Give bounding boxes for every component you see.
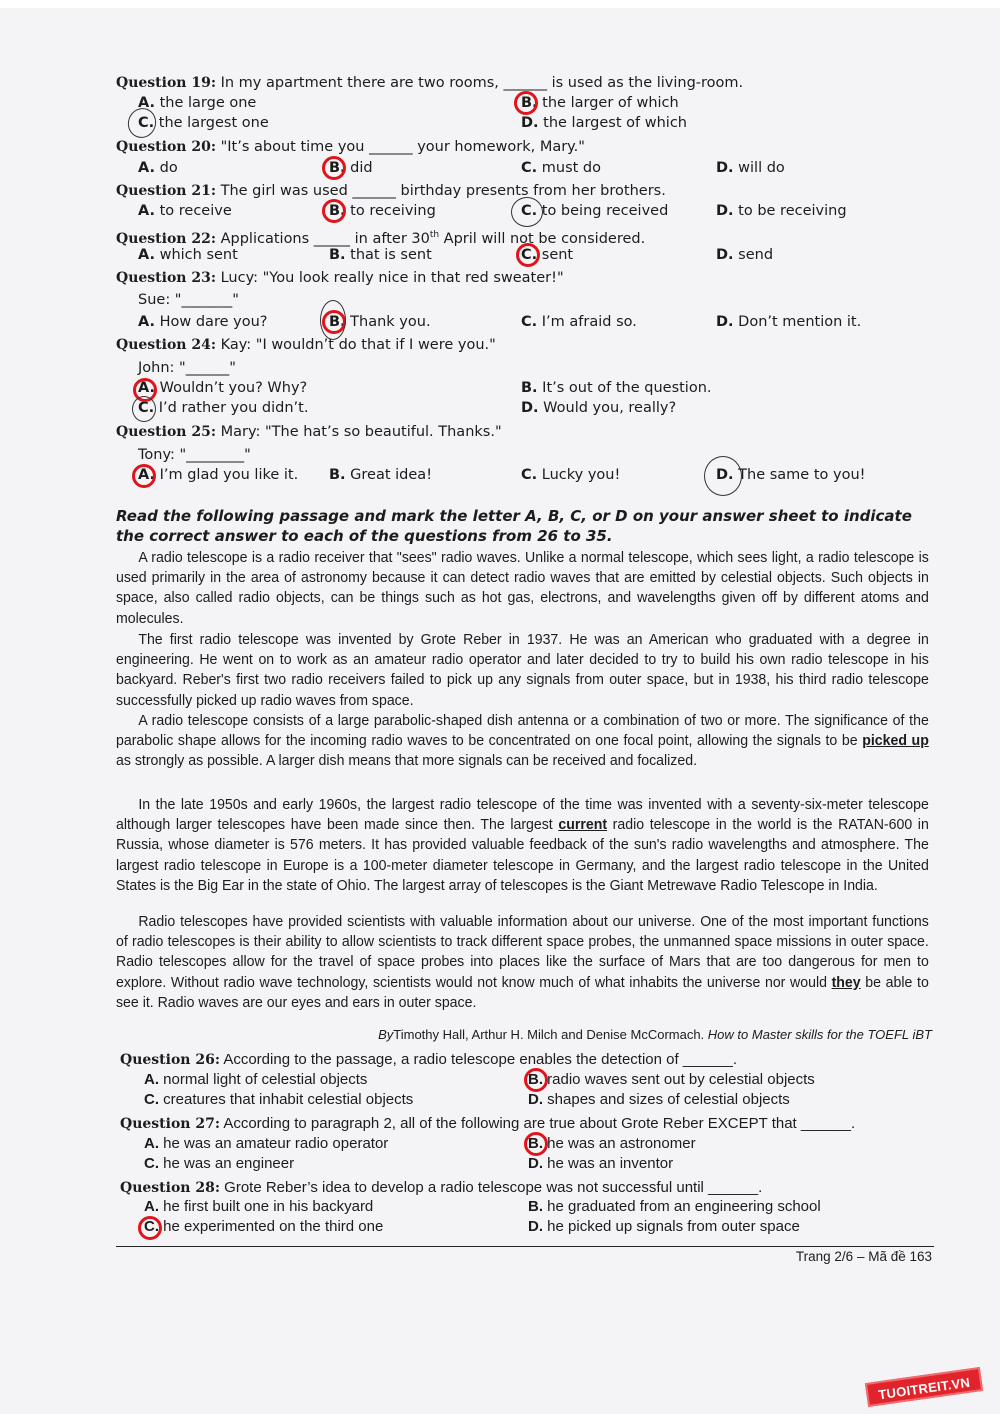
footer-divider <box>116 1246 934 1247</box>
option-letter: A. <box>138 380 155 396</box>
option-letter: B. <box>329 160 346 176</box>
option-a[interactable] <box>138 245 238 265</box>
option-letter: B. <box>329 247 346 263</box>
option-text: will do <box>733 160 785 176</box>
source-authors: Timothy Hall, Arthur H. Milch and Denise McCormach. <box>393 1027 708 1042</box>
answer-mark-circle <box>524 1068 548 1092</box>
option-text: Don’t mention it. <box>733 314 862 330</box>
reply-line: Tony: "________" <box>138 447 251 463</box>
option-c[interactable] <box>144 1154 294 1174</box>
option-letter: D. <box>521 115 539 131</box>
option-text: the largest of which <box>538 115 687 131</box>
option-letter: A. <box>144 1071 159 1088</box>
option-a[interactable] <box>138 465 298 485</box>
option-text: he was an engineer <box>159 1155 295 1172</box>
question-text-continued: April will not be considered. <box>439 230 646 247</box>
answer-mark-circle <box>516 243 540 267</box>
option-b[interactable] <box>521 378 712 398</box>
option-d[interactable] <box>528 1090 790 1110</box>
passage-paragraph-5 <box>116 912 929 1013</box>
option-text: Thank you. <box>345 314 431 330</box>
option-text: he was an astronomer <box>543 1135 696 1152</box>
option-letter: C. <box>138 400 155 416</box>
option-letter: A. <box>138 95 155 111</box>
question-text: Lucy: "You look really nice in that red sweater!" <box>216 270 564 286</box>
option-text: I’m afraid so. <box>537 314 637 330</box>
option-letter: B. <box>329 314 346 330</box>
option-d[interactable] <box>521 398 676 418</box>
option-letter: B. <box>528 1198 543 1215</box>
answer-mark-circle <box>524 1132 548 1156</box>
option-letter: B. <box>528 1135 543 1152</box>
option-letter: B. <box>521 380 538 396</box>
question-text: In my apartment there are two rooms, ______ is used as the living-room. <box>216 75 744 91</box>
option-text: sent <box>537 247 574 263</box>
option-d[interactable] <box>528 1217 800 1237</box>
paragraph-text: Radio telescopes have provided scientists with valuable information about our universe. One of the most important functions of radio telescopes is their ability to allow scientists to track different space probes, the unmanned space missions in outer space. Radio telescopes allow for the travel of space probes into places like the surface of Mars that are too dangerous for men to explore. Without radio wave technology, scientists would not know much of what inhabits the universe nor would <box>116 913 929 991</box>
option-letter: B. <box>329 467 346 483</box>
option-text: shapes and sizes of celestial objects <box>543 1091 790 1108</box>
scan-top-edge <box>0 0 1000 8</box>
option-a[interactable] <box>138 93 256 113</box>
highlighted-word: picked up <box>862 732 929 750</box>
option-letter: B. <box>528 1071 543 1088</box>
option-a[interactable] <box>144 1134 388 1154</box>
reply-line: Sue: "_______" <box>138 292 239 308</box>
pencil-circle <box>704 456 742 496</box>
option-c[interactable] <box>521 201 668 221</box>
question-27 <box>120 1114 855 1134</box>
paragraph-text: radio telescope in the world is the RATAN-600 in Russia, whose diameter is 576 meters. It has provided valuable feedback of the sun's radio wavelengths and atmosphere. The largest radio telescope in Europe is a 100-meter diameter telescope in Germany, and the largest radio telescope in the United States is the Big Ear in the state of Ohio. The largest array of telescopes is the Giant Metrewave Radio Telescope in India. <box>116 816 929 894</box>
option-b[interactable] <box>528 1197 821 1217</box>
option-text: creatures that inhabit celestial objects <box>159 1091 414 1108</box>
option-letter: D. <box>521 400 539 416</box>
answer-mark-circle <box>322 156 346 180</box>
option-letter: D. <box>716 247 734 263</box>
option-d[interactable] <box>716 201 847 221</box>
option-c[interactable] <box>138 113 269 133</box>
option-letter: A. <box>138 247 155 263</box>
question-text: "It’s about time you ______ your homework, Mary." <box>216 139 585 155</box>
option-d[interactable] <box>716 245 773 265</box>
option-text: he was an amateur radio operator <box>159 1135 389 1152</box>
option-letter: D. <box>716 160 734 176</box>
passage-paragraph-4 <box>116 795 929 896</box>
option-letter: A. <box>138 160 155 176</box>
option-text: he graduated from an engineering school <box>543 1198 821 1215</box>
superscript: th <box>429 230 440 240</box>
option-letter: D. <box>528 1091 543 1108</box>
option-letter: C. <box>144 1155 159 1172</box>
question-20 <box>116 137 585 157</box>
option-letter: B. <box>329 203 346 219</box>
option-c[interactable] <box>144 1217 383 1237</box>
option-text: radio waves sent out by celestial objects <box>543 1071 815 1088</box>
option-c[interactable] <box>521 312 637 332</box>
paragraph-text: In the late 1950s and early 1960s, the largest radio telescope of the time was invented with a seventy-six-meter telescope although larger telescopes have been made since then. The largest <box>116 796 929 834</box>
option-text: do <box>155 160 178 176</box>
paragraph-text: as strongly as possible. A larger dish means that more signals can be received and focalized. <box>116 752 697 770</box>
question-text: Mary: "The hat’s so beautiful. Thanks." <box>216 424 502 440</box>
option-text: which sent <box>155 247 238 263</box>
question-label: Question 24: <box>116 337 216 353</box>
option-letter: C. <box>521 247 538 263</box>
option-letter: A. <box>138 314 155 330</box>
option-text: Wouldn’t you? Why? <box>155 380 308 396</box>
option-letter: C. <box>521 160 538 176</box>
question-label: Question 20: <box>116 139 216 155</box>
passage-source <box>378 1027 932 1042</box>
question-24 <box>116 335 496 355</box>
page-footer: Trang 2/6 – Mã đề 163 <box>795 1249 932 1264</box>
option-letter: A. <box>138 467 155 483</box>
option-d[interactable] <box>528 1154 673 1174</box>
option-text: send <box>733 247 774 263</box>
option-text: to receive <box>155 203 232 219</box>
option-b[interactable] <box>528 1070 815 1090</box>
question-label: Question 28: <box>120 1180 220 1196</box>
option-text: Lucky you! <box>537 467 621 483</box>
option-letter: D. <box>716 314 734 330</box>
option-c[interactable] <box>144 1090 413 1110</box>
question-label: Question 23: <box>116 270 216 286</box>
watermark-stamp: TUOITREIT.VN <box>865 1367 983 1407</box>
passage-paragraph-1: A radio telescope is a radio receiver that "sees" radio waves. Unlike a normal telescope, which sees light, a radio telescope is used primarily in the area of astronomy because it can detect radio waves that are emitted by celestial objects. Such objects in space, also called radio objects, can be things such as hot gas, electrons, and wavelengths given off by different atoms and molecules. <box>116 549 929 627</box>
question-text: Kay: "I wouldn’t do that if I were you." <box>216 337 496 353</box>
option-text: must do <box>537 160 602 176</box>
option-c[interactable] <box>521 158 601 178</box>
option-text: he first built one in his backyard <box>159 1198 374 1215</box>
option-text: to being received <box>537 203 669 219</box>
option-text: I’m glad you like it. <box>155 467 299 483</box>
question-label: Question 19: <box>116 75 216 91</box>
question-text: According to paragraph 2, all of the following are true about Grote Reber EXCEPT that ______. <box>220 1115 856 1132</box>
option-b[interactable] <box>528 1134 696 1154</box>
option-letter: C. <box>521 314 538 330</box>
option-b[interactable] <box>329 465 432 485</box>
passage-paragraph-3 <box>116 711 929 772</box>
option-letter: A. <box>144 1198 159 1215</box>
option-letter: D. <box>716 203 734 219</box>
option-text: did <box>345 160 373 176</box>
passage-paragraph-2: The first radio telescope was invented by Grote Reber in 1937. He was an American who graduated with a degree in engineering. He went on to work as an amateur radio operator and later decided to try to build his own radio telescope in his backyard. Reber's first two radio receivers failed to pick up any signals from outer space, but in 1938, his third radio telescope successfully picked up radio waves from space. <box>116 631 929 709</box>
option-d[interactable] <box>716 312 861 332</box>
question-label: Question 26: <box>120 1052 220 1068</box>
passage-instruction: Read the following passage and mark the letter A, B, C, or D on your answer sheet to indicate the correct answer to each of the questions from 26 to 35. <box>116 507 912 545</box>
option-letter: C. <box>521 203 538 219</box>
option-text: the large one <box>155 95 257 111</box>
question-label: Question 27: <box>120 1116 220 1132</box>
source-title: How to Master skills for the TOEFL iBT <box>707 1027 932 1042</box>
option-text: The same to you! <box>733 467 866 483</box>
option-text: to be receiving <box>733 203 847 219</box>
option-letter: D. <box>716 467 734 483</box>
pencil-circle <box>511 197 543 227</box>
answer-mark-circle <box>322 199 346 223</box>
question-label: Question 22: <box>116 230 216 247</box>
option-a[interactable] <box>138 378 307 398</box>
option-text: to receiving <box>345 203 436 219</box>
option-text: Great idea! <box>345 467 433 483</box>
answer-mark-circle <box>132 464 156 488</box>
question-text: Grote Reber’s idea to develop a radio telescope was not successful until ______. <box>220 1179 763 1196</box>
option-a[interactable] <box>144 1070 367 1090</box>
option-text: that is sent <box>345 247 432 263</box>
option-letter: B. <box>521 95 538 111</box>
question-25 <box>116 422 502 442</box>
option-letter: A. <box>138 203 155 219</box>
reply-line: John: "______" <box>138 360 236 376</box>
question-23 <box>116 268 564 288</box>
option-b[interactable] <box>329 245 432 265</box>
highlighted-word: current <box>558 816 608 834</box>
source-by: By <box>378 1027 394 1042</box>
question-label: Question 25: <box>116 424 216 440</box>
option-text: Would you, really? <box>538 400 677 416</box>
option-text: normal light of celestial objects <box>159 1071 368 1088</box>
option-a[interactable] <box>138 312 267 332</box>
option-c[interactable] <box>521 465 620 485</box>
option-d[interactable] <box>521 113 687 133</box>
question-26 <box>120 1050 737 1070</box>
option-letter: C. <box>144 1218 159 1235</box>
option-b[interactable] <box>521 93 679 113</box>
question-label: Question 21: <box>116 183 216 199</box>
option-letter: A. <box>144 1135 159 1152</box>
option-a[interactable] <box>138 201 232 221</box>
question-text: Applications _____ in after 30 <box>216 230 430 247</box>
option-a[interactable] <box>144 1197 373 1217</box>
option-letter: D. <box>528 1155 543 1172</box>
option-text: It’s out of the question. <box>537 380 712 396</box>
option-text: I’d rather you didn’t. <box>154 400 309 416</box>
option-text: How dare you? <box>155 314 268 330</box>
option-text: he experimented on the third one <box>159 1218 384 1235</box>
option-d[interactable] <box>716 158 785 178</box>
option-letter: C. <box>144 1091 159 1108</box>
option-letter: D. <box>528 1218 543 1235</box>
option-text: the largest one <box>154 115 269 131</box>
question-text: According to the passage, a radio telescope enables the detection of ______. <box>220 1051 738 1068</box>
answer-mark-circle <box>514 91 538 115</box>
pencil-circle <box>320 300 346 340</box>
question-21 <box>116 181 666 201</box>
question-19 <box>116 73 743 93</box>
paragraph-text: A radio telescope consists of a large parabolic-shaped dish antenna or a combination of two or more. The significance of the parabolic shape allows for the incoming radio waves to be concentrated on one focal point, allowing the signals to be <box>116 712 929 750</box>
option-letter: C. <box>521 467 538 483</box>
question-text: The girl was used ______ birthday presents from her brothers. <box>216 183 666 199</box>
option-letter: C. <box>138 115 155 131</box>
highlighted-word: they <box>831 973 861 991</box>
pencil-circle <box>132 396 156 422</box>
option-text: he was an inventor <box>543 1155 674 1172</box>
option-text: the larger of which <box>537 95 679 111</box>
option-a[interactable] <box>138 158 178 178</box>
option-c[interactable] <box>138 398 308 418</box>
paragraph-text: be able to see it. Radio waves are our eyes and ears in outer space. <box>116 973 929 1011</box>
option-text: he picked up signals from outer space <box>543 1218 800 1235</box>
question-28 <box>120 1178 762 1198</box>
answer-mark-circle <box>138 1216 162 1240</box>
